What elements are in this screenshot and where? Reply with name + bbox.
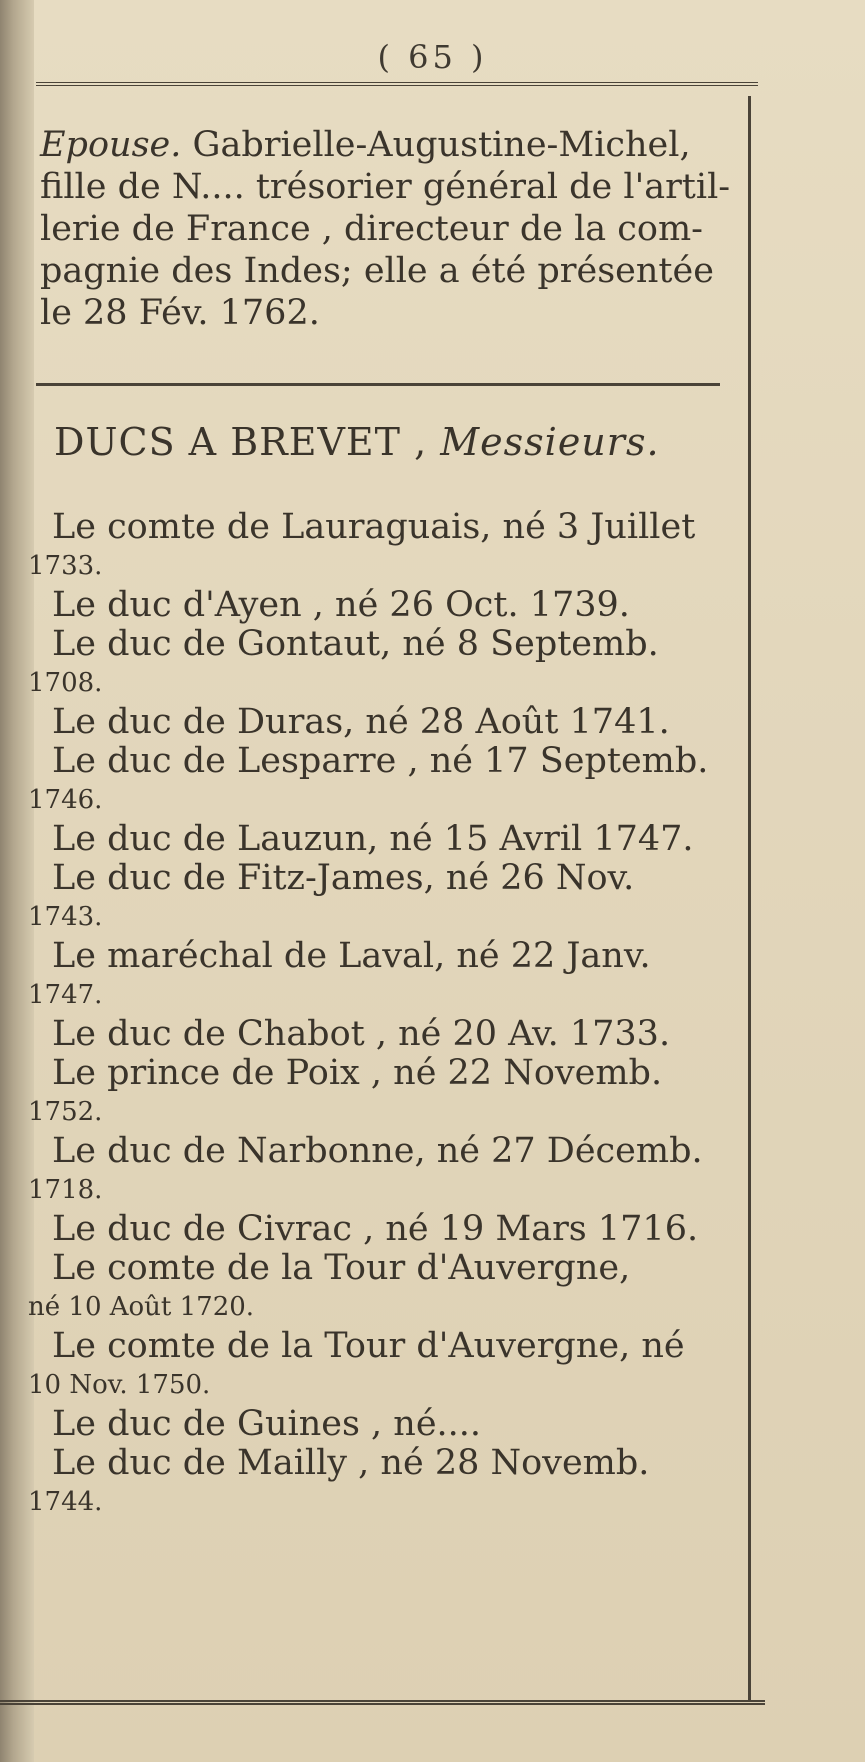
spouse-line-4: pagnie des Indes; elle a été présentée [40,251,714,291]
list-item [28,742,748,820]
entry-continuation: 1746. [28,785,103,815]
entry-continuation: 1718. [28,1175,103,1205]
entry-text: Le maréchal de Laval, né 22 Janv. [52,936,651,976]
heading-subtitle: Messieurs. [440,420,660,464]
spouse-label: Epouse. [40,125,182,165]
list-item [28,586,748,625]
list-item [28,1444,748,1522]
side-rule [748,96,751,1700]
entry-continuation: 1747. [28,980,103,1010]
heading-title: DUCS A BREVET , [54,420,428,464]
spouse-name: Gabrielle-Augustine-Michel, [192,125,691,165]
entry-continuation: 10 Nov. 1750. [28,1370,211,1400]
list-item [28,703,748,742]
entry-text: Le duc d'Ayen , né 26 Oct. 1739. [52,585,630,625]
list-item [28,859,748,937]
spouse-line-3: lerie de France , directeur de la com- [40,209,703,249]
list-item [28,820,748,859]
list-item [28,1210,748,1249]
entry-continuation: né 10 Août 1720. [28,1292,255,1322]
list-item [28,1327,748,1405]
list-item [28,1132,748,1210]
entry-text: Le duc de Narbonne, né 27 Décemb. [52,1131,703,1171]
list-item [28,1405,748,1444]
entry-text: Le duc de Guines , né.... [52,1404,482,1444]
spouse-line-2: fille de N.... trésorier général de l'artil- [40,167,731,207]
list-item [28,625,748,703]
list-item [28,1015,748,1054]
bottom-rule [0,1700,765,1705]
entry-continuation: 1733. [28,551,103,581]
list-item [28,1249,748,1327]
list-item [28,1054,748,1132]
entry-continuation: 1744. [28,1487,103,1517]
entry-text: Le duc de Gontaut, né 8 Septemb. [52,624,659,664]
spouse-line-5: le 28 Fév. 1762. [40,293,320,333]
entry-continuation: 1708. [28,668,103,698]
entry-text: Le duc de Civrac , né 19 Mars 1716. [52,1209,699,1249]
entry-text: Le comte de la Tour d'Auvergne, [52,1248,631,1288]
spouse-line-1 [40,124,740,166]
entry-text: Le duc de Lauzun, né 15 Avril 1747. [52,819,694,859]
entry-text: Le duc de Lesparre , né 17 Septemb. [52,741,709,781]
entry-text: Le duc de Chabot , né 20 Av. 1733. [52,1014,671,1054]
entry-text: Le comte de Lauraguais, né 3 Juillet [52,507,696,547]
list-item [28,508,748,586]
entry-continuation: 1743. [28,902,103,932]
section-rule [36,383,720,386]
entry-text: Le duc de Fitz-James, né 26 Nov. [52,858,635,898]
entry-text: Le comte de la Tour d'Auvergne, né [52,1326,685,1366]
spouse-paragraph [40,124,740,334]
entry-text: Le duc de Mailly , né 28 Novemb. [52,1443,650,1483]
section-heading [54,420,660,464]
entry-text: Le duc de Duras, né 28 Août 1741. [52,702,670,742]
list-item [28,937,748,1015]
entry-text: Le prince de Poix , né 22 Novemb. [52,1053,663,1093]
dukes-list [28,508,748,1522]
top-rule [36,82,758,92]
entry-continuation: 1752. [28,1097,103,1127]
page-number: ( 65 ) [377,38,488,76]
